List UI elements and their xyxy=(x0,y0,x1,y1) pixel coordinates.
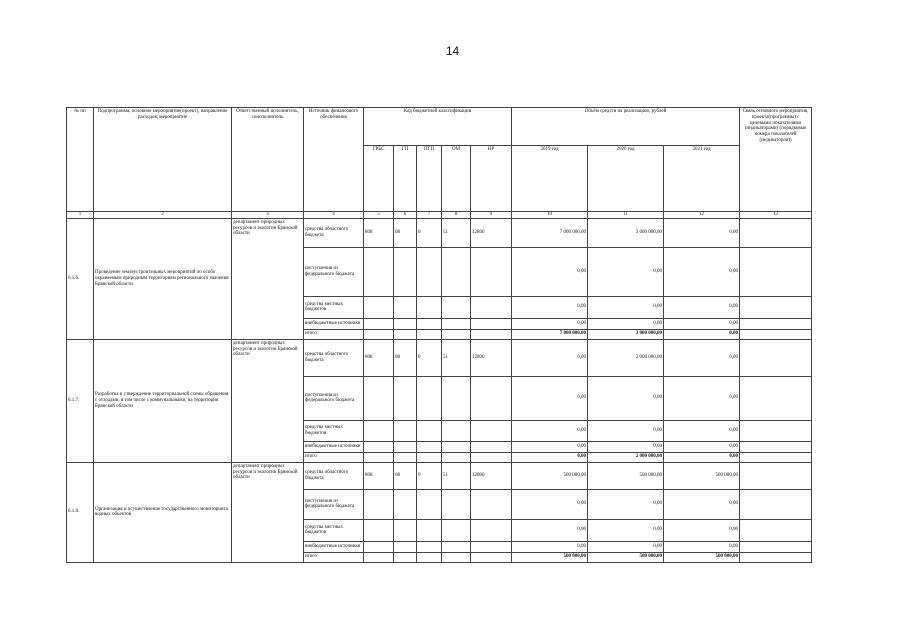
code-om xyxy=(442,519,471,541)
code-pgp xyxy=(417,376,442,420)
code-gp xyxy=(394,318,417,329)
executor: департамент природных ресурсов и экологии Брянской области xyxy=(232,339,304,462)
amount-2019: 0,00 xyxy=(512,318,588,329)
code-np xyxy=(471,296,512,318)
amount-2019: 500 000,00 xyxy=(512,552,588,562)
header-executor: Ответственный исполнитель, соисполнитель xyxy=(232,108,304,212)
amount-2019: 0,00 xyxy=(512,339,588,376)
indicator-link xyxy=(740,339,812,376)
amount-2020: 0,00 xyxy=(588,519,664,541)
code-pgp xyxy=(417,541,442,552)
amount-2021: 0,00 xyxy=(664,420,740,441)
col-number: 8 xyxy=(442,212,471,219)
budget-table xyxy=(66,107,812,563)
code-pgp: 0 xyxy=(417,339,442,376)
code-grbs xyxy=(364,441,394,452)
amount-2020: 500 000,00 xyxy=(588,462,664,489)
indicator-link xyxy=(740,218,812,247)
funding-source: итого xyxy=(304,552,364,562)
funding-source: поступления из федерального бюджета xyxy=(304,247,364,296)
code-pgp xyxy=(417,552,442,562)
code-grbs xyxy=(364,318,394,329)
header-gp: ГП xyxy=(394,146,417,212)
header-np: НР xyxy=(471,146,512,212)
funding-source: итого xyxy=(304,329,364,339)
header-funds: Объём средств на реализацию, рублей xyxy=(512,108,740,146)
funding-source: средства местных бюджетов xyxy=(304,519,364,541)
indicator-link xyxy=(740,296,812,318)
code-np xyxy=(471,247,512,296)
amount-2021: 500 000,00 xyxy=(664,462,740,489)
header-subprogram: Подпрограмма, основное мероприятие(проект), направление расходов, мероприятие xyxy=(94,108,232,212)
amount-2019: 0,00 xyxy=(512,441,588,452)
funding-source: внебюджетные источники xyxy=(304,318,364,329)
code-np xyxy=(471,318,512,329)
code-om xyxy=(442,376,471,420)
funding-source: внебюджетные источники xyxy=(304,541,364,552)
code-np xyxy=(471,489,512,519)
indicator-link xyxy=(740,247,812,296)
code-pgp xyxy=(417,296,442,318)
column-number-row xyxy=(67,212,812,219)
code-np: 12800 xyxy=(471,339,512,376)
code-grbs: 808 xyxy=(364,218,394,247)
amount-2021: 0,00 xyxy=(664,296,740,318)
code-np xyxy=(471,420,512,441)
code-pgp xyxy=(417,519,442,541)
measure-name: Проведение землеустроительных мероприятий по особо охраняемым природным территориям регионального значения Брянской области xyxy=(94,218,232,339)
measure-name: Организация и осуществление государственного мониторинга водных объектов xyxy=(94,462,232,562)
code-grbs xyxy=(364,489,394,519)
col-number: 12 xyxy=(664,212,740,219)
code-grbs xyxy=(364,541,394,552)
code-om: 51 xyxy=(442,462,471,489)
code-np xyxy=(471,452,512,462)
code-om xyxy=(442,452,471,462)
code-gp xyxy=(394,541,417,552)
header-pgp: ПГП xyxy=(417,146,442,212)
funding-source: поступления из федерального бюджета xyxy=(304,489,364,519)
amount-2021: 0,00 xyxy=(664,339,740,376)
code-np: 12800 xyxy=(471,218,512,247)
row-number: 6.1.6. xyxy=(67,218,94,339)
executor: департамент природных ресурсов и экологии Брянской области xyxy=(232,218,304,339)
amount-2019: 0,00 xyxy=(512,519,588,541)
funding-source: поступления из федерального бюджета xyxy=(304,376,364,420)
header-2021: 2021 год xyxy=(664,146,740,212)
page-number: 14 xyxy=(445,44,460,58)
indicator-link xyxy=(740,329,812,339)
amount-2020: 500 000,00 xyxy=(588,552,664,562)
code-pgp xyxy=(417,329,442,339)
amount-2019: 0,00 xyxy=(512,489,588,519)
code-np xyxy=(471,329,512,339)
code-pgp xyxy=(417,420,442,441)
funding-source: средства областного бюджета xyxy=(304,218,364,247)
amount-2020: 2 000 000,00 xyxy=(588,339,664,376)
code-pgp xyxy=(417,452,442,462)
table-row xyxy=(67,339,812,376)
amount-2020: 0,00 xyxy=(588,441,664,452)
col-number: 7 xyxy=(417,212,442,219)
amount-2019: 0,00 xyxy=(512,420,588,441)
code-grbs xyxy=(364,519,394,541)
col-number: 11 xyxy=(588,212,664,219)
code-pgp xyxy=(417,489,442,519)
code-om xyxy=(442,247,471,296)
amount-2020: 0,00 xyxy=(588,247,664,296)
header-budget-code: Код бюджетной классификации xyxy=(364,108,512,146)
code-om xyxy=(442,318,471,329)
measure-name: Разработка и утверждение территориальной схемы обращения с отходами, в том числе с коммунальными, на территории Брянской области xyxy=(94,339,232,462)
code-np xyxy=(471,519,512,541)
code-grbs xyxy=(364,329,394,339)
amount-2019: 0,00 xyxy=(512,376,588,420)
funding-source: средства областного бюджета xyxy=(304,462,364,489)
code-om xyxy=(442,541,471,552)
code-np: 12800 xyxy=(471,462,512,489)
header-link: Связь основного мероприятия, проекта(программы) с целевыми показателями (индикаторами) (порядковые номера показателей (индикаторов)) xyxy=(740,108,812,212)
code-om xyxy=(442,329,471,339)
amount-2020: 0,00 xyxy=(588,318,664,329)
table-row xyxy=(67,218,812,247)
col-number: 1 xyxy=(67,212,94,219)
code-gp: 08 xyxy=(394,218,417,247)
amount-2021: 0,00 xyxy=(664,541,740,552)
amount-2020: 0,00 xyxy=(588,296,664,318)
code-pgp xyxy=(417,318,442,329)
funding-source: средства местных бюджетов xyxy=(304,296,364,318)
code-gp xyxy=(394,247,417,296)
code-pgp: 0 xyxy=(417,462,442,489)
amount-2020: 0,00 xyxy=(588,376,664,420)
amount-2019: 500 000,00 xyxy=(512,462,588,489)
code-om xyxy=(442,489,471,519)
code-grbs xyxy=(364,376,394,420)
row-number: 6.1.7. xyxy=(67,339,94,462)
funding-source: средства местных бюджетов xyxy=(304,420,364,441)
amount-2021: 0,00 xyxy=(664,247,740,296)
table-row xyxy=(67,462,812,489)
code-pgp xyxy=(417,441,442,452)
amount-2021: 0,00 xyxy=(664,329,740,339)
amount-2019: 0,00 xyxy=(512,296,588,318)
indicator-link xyxy=(740,318,812,329)
code-grbs xyxy=(364,420,394,441)
amount-2020: 0,00 xyxy=(588,541,664,552)
amount-2020: 3 000 000,00 xyxy=(588,218,664,247)
code-np xyxy=(471,541,512,552)
code-pgp xyxy=(417,247,442,296)
code-om: 51 xyxy=(442,339,471,376)
amount-2021: 0,00 xyxy=(664,489,740,519)
code-gp xyxy=(394,519,417,541)
header-2020: 2020 год xyxy=(588,146,664,212)
amount-2021: 0,00 xyxy=(664,441,740,452)
header-no: № пп xyxy=(67,108,94,212)
indicator-link xyxy=(740,462,812,489)
col-number: 2 xyxy=(94,212,232,219)
code-grbs xyxy=(364,552,394,562)
code-gp xyxy=(394,489,417,519)
indicator-link xyxy=(740,489,812,519)
header-2019: 2019 год xyxy=(512,146,588,212)
code-gp xyxy=(394,420,417,441)
code-grbs: 808 xyxy=(364,462,394,489)
amount-2021: 0,00 xyxy=(664,218,740,247)
header-source: Источник финансового обеспечения xyxy=(304,108,364,212)
amount-2019: 7 000 000,00 xyxy=(512,329,588,339)
code-om xyxy=(442,441,471,452)
indicator-link xyxy=(740,552,812,562)
code-gp xyxy=(394,376,417,420)
amount-2020: 0,00 xyxy=(588,420,664,441)
amount-2019: 0,00 xyxy=(512,452,588,462)
header-om: ОМ xyxy=(442,146,471,212)
code-np xyxy=(471,441,512,452)
indicator-link xyxy=(740,519,812,541)
code-om xyxy=(442,552,471,562)
indicator-link xyxy=(740,441,812,452)
funding-source: итого xyxy=(304,452,364,462)
code-pgp: 0 xyxy=(417,218,442,247)
amount-2021: 500 000,00 xyxy=(664,552,740,562)
funding-source: внебюджетные источники xyxy=(304,441,364,452)
col-number: 9 xyxy=(471,212,512,219)
amount-2021: 0,00 xyxy=(664,452,740,462)
amount-2021: 0,00 xyxy=(664,376,740,420)
code-gp xyxy=(394,329,417,339)
amount-2021: 0,00 xyxy=(664,318,740,329)
amount-2020: 0,00 xyxy=(588,489,664,519)
code-np xyxy=(471,376,512,420)
header-row-1 xyxy=(67,108,812,146)
code-np xyxy=(471,552,512,562)
code-grbs xyxy=(364,296,394,318)
row-number: 6.1.8. xyxy=(67,462,94,562)
indicator-link xyxy=(740,376,812,420)
amount-2019: 0,00 xyxy=(512,541,588,552)
amount-2021: 0,00 xyxy=(664,519,740,541)
code-gp xyxy=(394,452,417,462)
code-grbs xyxy=(364,247,394,296)
code-om xyxy=(442,420,471,441)
col-number: 5 xyxy=(364,212,394,219)
col-number: 3 xyxy=(232,212,304,219)
code-gp: 08 xyxy=(394,462,417,489)
header-grbs: ГРБС xyxy=(364,146,394,212)
code-gp: 08 xyxy=(394,339,417,376)
col-number: 6 xyxy=(394,212,417,219)
amount-2019: 0,00 xyxy=(512,247,588,296)
code-grbs: 808 xyxy=(364,339,394,376)
code-gp xyxy=(394,296,417,318)
code-gp xyxy=(394,552,417,562)
indicator-link xyxy=(740,420,812,441)
amount-2019: 7 000 000,00 xyxy=(512,218,588,247)
code-grbs xyxy=(364,452,394,462)
code-om xyxy=(442,296,471,318)
code-gp xyxy=(394,441,417,452)
executor: департамент природных ресурсов и экологии Брянской области xyxy=(232,462,304,562)
code-om: 51 xyxy=(442,218,471,247)
col-number: 10 xyxy=(512,212,588,219)
col-number: 13 xyxy=(740,212,812,219)
indicator-link xyxy=(740,541,812,552)
amount-2020: 2 000 000,00 xyxy=(588,452,664,462)
amount-2020: 3 000 000,00 xyxy=(588,329,664,339)
col-number: 4 xyxy=(304,212,364,219)
funding-source: средства областного бюджета xyxy=(304,339,364,376)
indicator-link xyxy=(740,452,812,462)
